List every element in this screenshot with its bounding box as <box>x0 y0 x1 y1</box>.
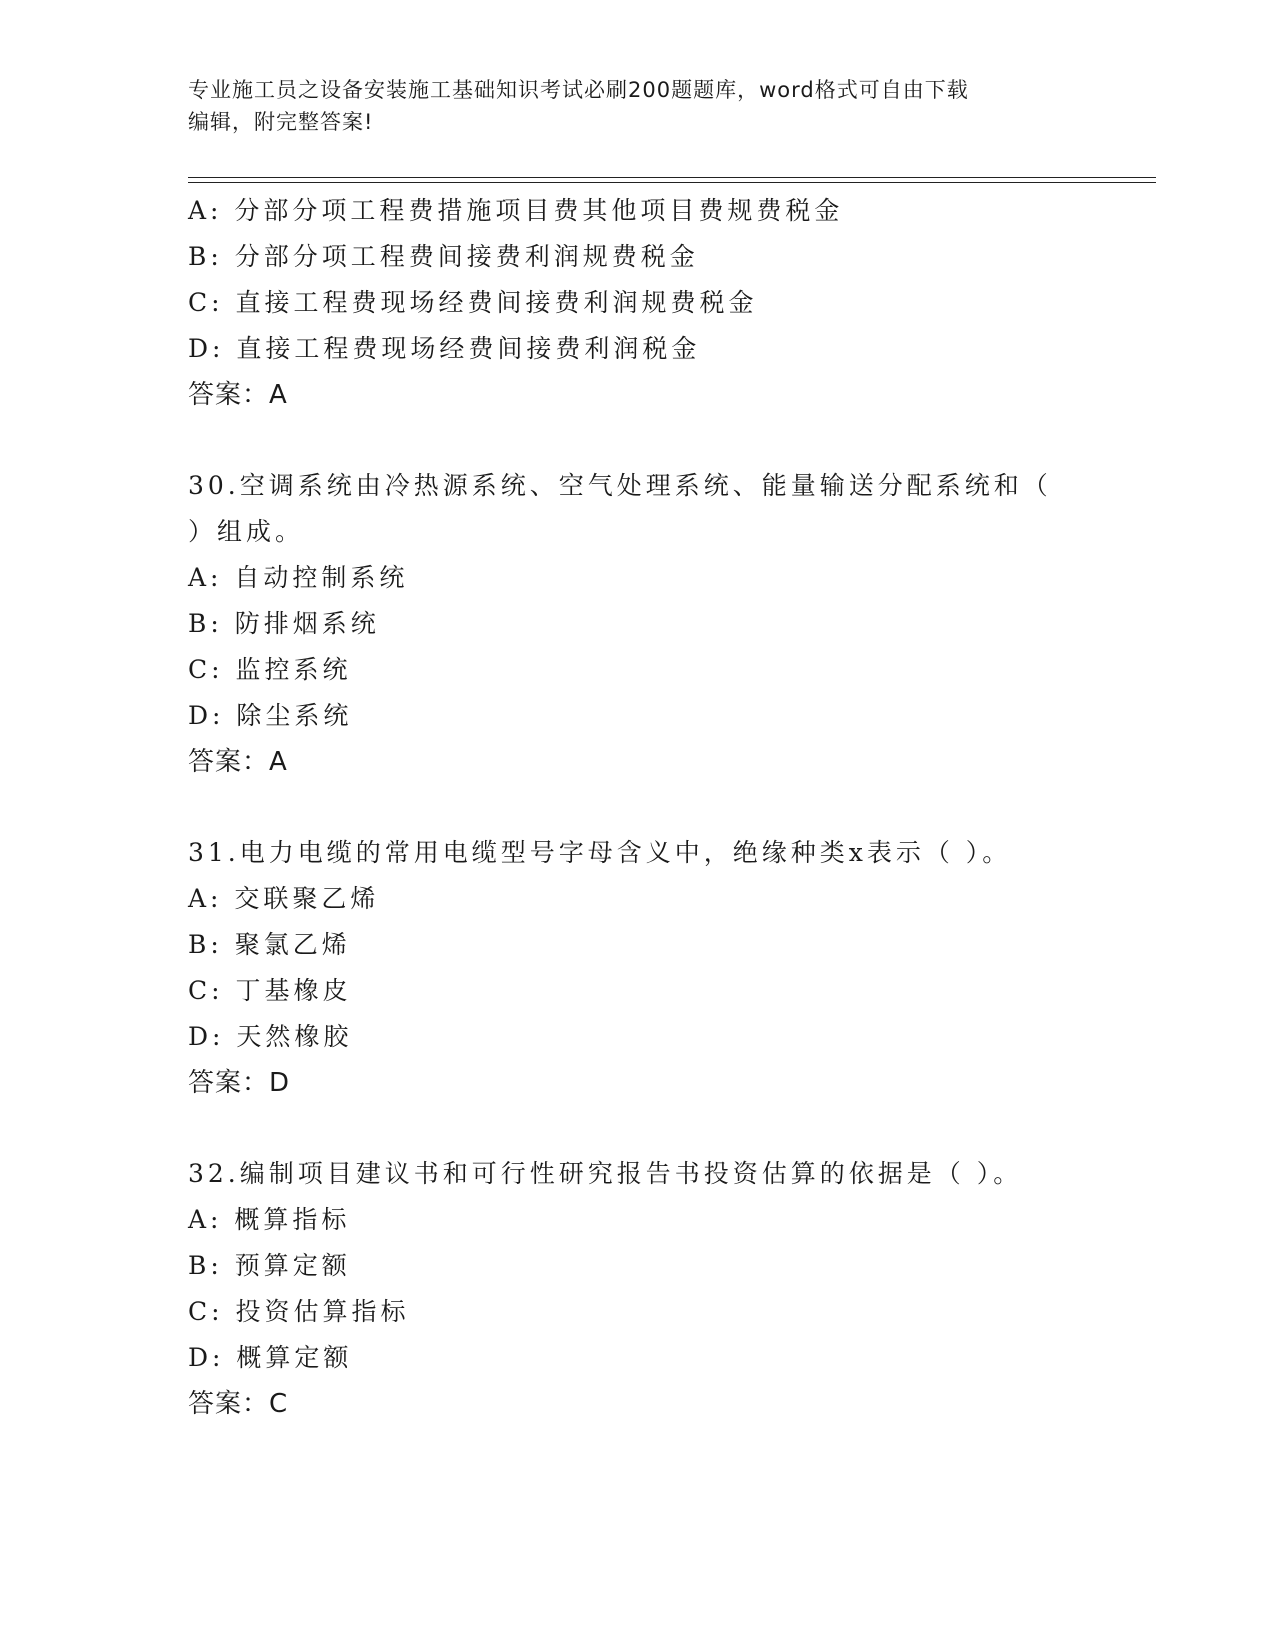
question-32-block <box>188 1151 1088 1427</box>
document-header <box>188 74 1068 138</box>
question-30-option-d: D: 除尘系统 <box>188 701 353 730</box>
question-31-option-a: A: 交联聚乙烯 <box>188 884 380 913</box>
header-title-line-1: 专业施工员之设备安装施工基础知识考试必刷200题题库，word格式可自由下载 <box>188 78 969 102</box>
question-32-answer: 答案：C <box>188 1389 289 1419</box>
question-list <box>188 188 1088 1427</box>
question-30-option-a: A: 自动控制系统 <box>188 563 409 592</box>
question-32-option-c: C: 投资估算指标 <box>188 1297 410 1326</box>
question-30-option-c: C: 监控系统 <box>188 655 352 684</box>
question-29-option-a: A: 分部分项工程费措施项目费其他项目费规费税金 <box>188 196 844 225</box>
question-31-option-d: D: 天然橡胶 <box>188 1022 353 1051</box>
question-30-stem-line-2: ）组成。 <box>188 517 305 546</box>
question-32-stem: 32.编制项目建议书和可行性研究报告书投资估算的依据是（ ）。 <box>188 1159 1023 1188</box>
question-32-option-d: D: 概算定额 <box>188 1343 353 1372</box>
question-31-option-b: B: 聚氯乙烯 <box>188 930 351 959</box>
question-29-answer: 答案：A <box>188 380 288 410</box>
question-31-answer: 答案：D <box>188 1068 291 1098</box>
question-30-block <box>188 463 1088 785</box>
question-29-option-b: B: 分部分项工程费间接费利润规费税金 <box>188 242 699 271</box>
question-32-option-b: B: 预算定额 <box>188 1251 351 1280</box>
question-30-stem-line-1: 30.空调系统由冷热源系统、空气处理系统、能量输送分配系统和（ <box>188 471 1052 500</box>
header-title-line-2: 编辑，附完整答案! <box>188 110 374 134</box>
question-31-block <box>188 830 1088 1106</box>
header-divider-top <box>188 177 1156 178</box>
question-29-option-d: D: 直接工程费现场经费间接费利润税金 <box>188 334 701 363</box>
question-spacer <box>188 785 1088 830</box>
header-divider-bottom <box>188 182 1156 183</box>
question-29-option-c: C: 直接工程费现场经费间接费利润规费税金 <box>188 288 758 317</box>
question-spacer <box>188 418 1088 463</box>
question-31-option-c: C: 丁基橡皮 <box>188 976 352 1005</box>
question-30-answer: 答案：A <box>188 747 288 777</box>
question-spacer <box>188 1106 1088 1151</box>
question-31-stem: 31.电力电缆的常用电缆型号字母含义中，绝缘种类x表示（ ）。 <box>188 838 1012 867</box>
question-32-option-a: A: 概算指标 <box>188 1205 351 1234</box>
question-30-option-b: B: 防排烟系统 <box>188 609 380 638</box>
question-29-block <box>188 188 1088 418</box>
